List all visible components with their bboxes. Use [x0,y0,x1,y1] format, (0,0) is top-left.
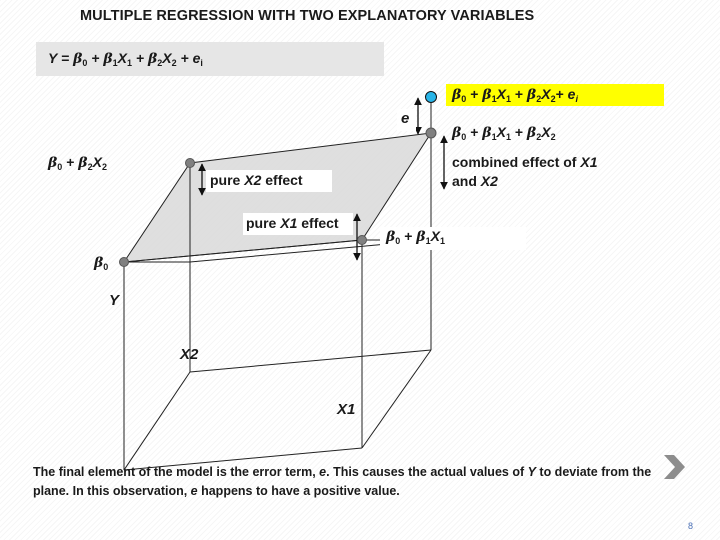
x1-axis-label: X1 [337,401,356,418]
b0-b1x1-label: $\beta_0 + \beta_1X_1$ [386,228,445,246]
regression-equation: $Y = \beta_0 + \beta_1X_1 + \beta_2X_2 + e_i$ [48,50,203,68]
box-edge [190,350,431,372]
error-label: e [401,110,410,127]
observed-value-label: $\beta_0 + \beta_1X_1 + \beta_2X_2+ e_i$ [452,86,578,104]
x2-axis-label: X2 [180,346,199,363]
page-number: 8 [688,521,694,531]
combined-effect-label: combined effect of X1 and X2 [452,154,598,189]
b0-b1x1-point [358,236,367,245]
pure-x2-effect-label: pure X2 effect [210,172,303,188]
fitted-value-label: $\beta_0 + \beta_1X_1 + \beta_2X_2$ [452,124,556,142]
intercept-label: $\beta_0$ [94,255,109,272]
slide-caption: The final element of the model is the error term, e. This causes the actual values of Y to deviate from the plane. In this observation, e happens to have a positive value. [33,465,652,498]
fitted-point [426,128,436,138]
pure-x1-effect-label: pure X1 effect [246,215,339,231]
y-axis-label: Y [109,292,120,309]
observed-point [426,92,437,103]
box-edge [362,350,431,448]
x2-axis-line [124,372,190,470]
slide-title: MULTIPLE REGRESSION WITH TWO EXPLANATORY VARIABLES [80,8,535,24]
b0-b2x2-point [186,159,195,168]
intercept-point [120,258,129,267]
b0-b2x2-label: $\beta_0 + \beta_2X_2$ [48,154,107,172]
